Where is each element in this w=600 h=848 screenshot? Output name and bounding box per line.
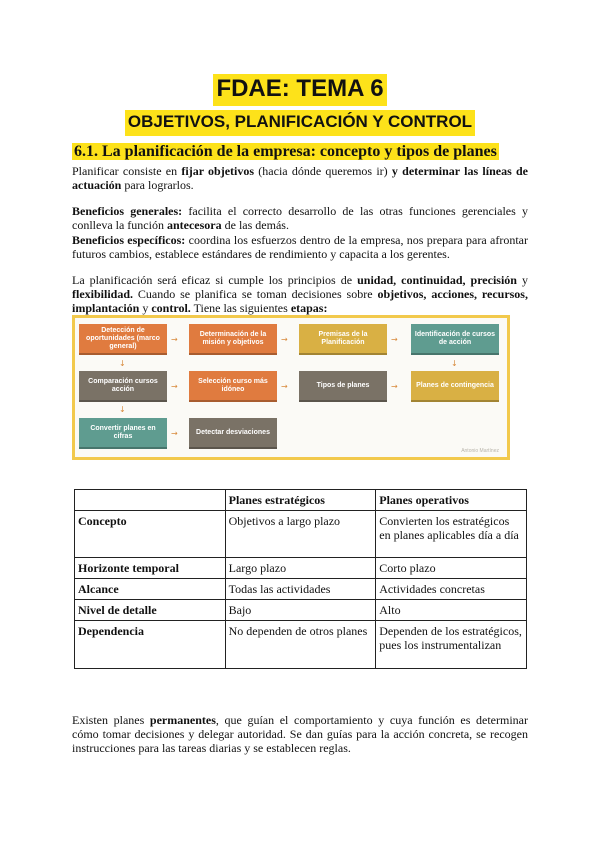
table-cell: Actividades concretas (376, 579, 527, 600)
title-text: FDAE: TEMA 6 (213, 74, 386, 106)
row-label: Dependencia (75, 621, 226, 669)
stage-convert: Convertir planes en cifras (79, 418, 167, 449)
arrow-right-icon: → (281, 335, 288, 344)
stage-detection: Detección de oportunidades (marco general) (79, 324, 167, 355)
table-cell: Todas las actividades (225, 579, 376, 600)
document-title (0, 74, 600, 106)
benefits-specific-paragraph: Beneficios específicos: coordina los esfuerzos dentro de la empresa, nos prepara para afrontar futuros cambios, establece estándares de rendimiento y capacita a los gerentes. (72, 233, 529, 261)
arrow-right-icon: → (281, 382, 288, 391)
benefits-general-paragraph: Beneficios generales: facilita el correcto desarrollo de las otras funciones gerenciales y conlleva la función antecesora de las demás. (72, 204, 529, 232)
table-cell: Convierten los estratégicos en planes aplicables día a día (376, 511, 527, 558)
subtitle-text: OBJETIVOS, PLANIFICACIÓN Y CONTROL (125, 110, 475, 136)
table-row (75, 621, 527, 669)
diagram-watermark: Antonio Martínez (461, 448, 499, 454)
arrow-right-icon: → (171, 382, 178, 391)
table-cell: Dependen de los estratégicos, pues los instrumentalizan (376, 621, 527, 669)
stage-contingency: Planes de contingencia (411, 371, 499, 402)
arrow-right-icon: → (171, 335, 178, 344)
table-cell: Alto (376, 600, 527, 621)
table-header-cell (75, 490, 226, 511)
table-cell: Objetivos a largo plazo (225, 511, 376, 558)
row-label: Nivel de detalle (75, 600, 226, 621)
efficacy-paragraph: La planificación será eficaz si cumple los principios de unidad, continuidad, precisión y flexibilidad. Cuando se planifica se toman decisiones sobre objetivos, acciones, recursos, implantación y control. Tiene las siguientes etapas: (72, 273, 529, 315)
table-row (75, 600, 527, 621)
row-label: Horizonte temporal (75, 558, 226, 579)
table-header-cell: Planes estratégicos (225, 490, 376, 511)
arrow-right-icon: → (391, 382, 398, 391)
arrow-down-icon: ↓ (451, 359, 458, 368)
table-cell: Corto plazo (376, 558, 527, 579)
table-row (75, 579, 527, 600)
stage-plan-types: Tipos de planes (299, 371, 387, 402)
section-heading-text: 6.1. La planificación de la empresa: concepto y tipos de planes (74, 143, 497, 160)
arrow-right-icon: → (171, 429, 178, 438)
arrow-down-icon: ↓ (119, 405, 126, 414)
stage-mission: Determinación de la misión y objetivos (189, 324, 277, 355)
planning-stages-diagram (72, 315, 510, 460)
arrow-right-icon: → (391, 335, 398, 344)
row-label: Concepto (75, 511, 226, 558)
closing-paragraph: Existen planes permanentes, que guían el comportamiento y cuya función es determinar cómo tomar decisiones y delegar autoridad. Se dan guías para la acción concreta, se recogen instrucciones para las tareas diarias y se establecen reglas. (72, 713, 528, 755)
table-header-row (75, 490, 527, 511)
plans-comparison-table (74, 489, 527, 669)
row-label: Alcance (75, 579, 226, 600)
table-cell: Bajo (225, 600, 376, 621)
table-cell: Largo plazo (225, 558, 376, 579)
intro-paragraph: Planificar consiste en fijar objetivos (hacia dónde queremos ir) y determinar las líneas de actuación para lograrlos. (72, 164, 528, 192)
stage-detect: Detectar desviaciones (189, 418, 277, 449)
table-cell: No dependen de otros planes (225, 621, 376, 669)
section-heading (72, 141, 499, 163)
document-subtitle (0, 110, 600, 136)
arrow-down-icon: ↓ (119, 359, 126, 368)
stage-selection: Selección curso más idóneo (189, 371, 277, 402)
stage-comparison: Comparación cursos acción (79, 371, 167, 402)
table-row (75, 511, 527, 558)
table-header-cell: Planes operativos (376, 490, 527, 511)
stage-premises: Premisas de la Planificación (299, 324, 387, 355)
stage-identification: Identificación de cursos de acción (411, 324, 499, 355)
table-row (75, 558, 527, 579)
